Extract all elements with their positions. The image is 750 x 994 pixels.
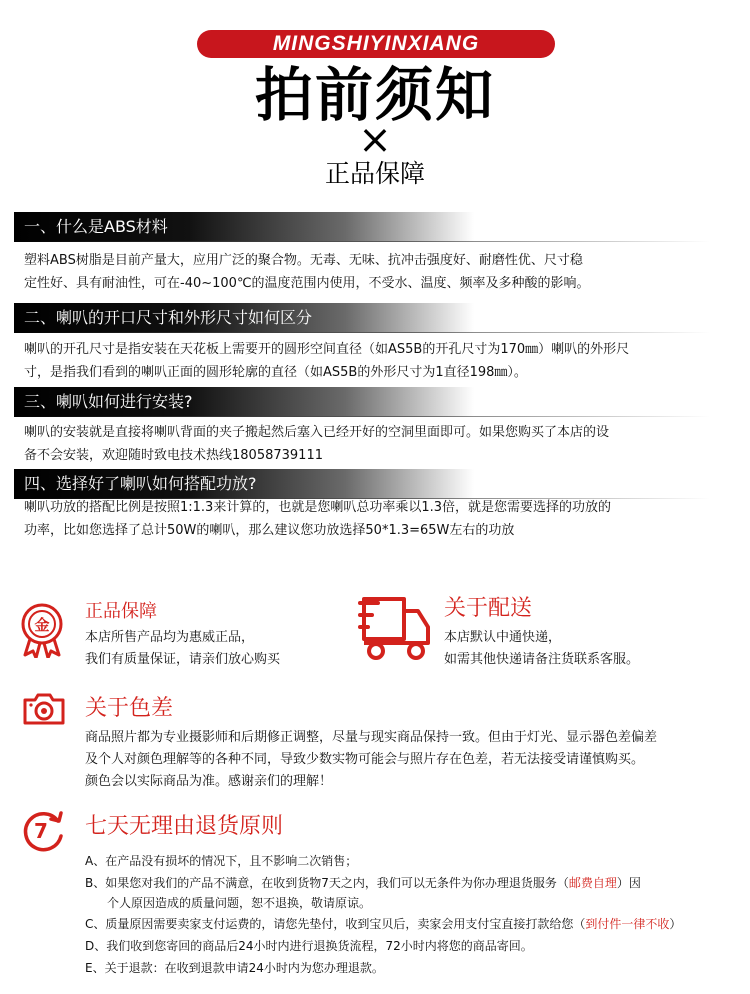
section-3-line-1: 喇叭的安装就是直接将喇叭背面的夹子搬起然后塞入已经开好的空洞里面即可。如果您购买了本店的设 bbox=[24, 425, 610, 440]
section-3-body bbox=[24, 421, 724, 467]
svg-text:金: 金 bbox=[34, 616, 50, 634]
returns-item-e-text: E、关于退款：在收到退款申请24小时内为您办理退款。 bbox=[85, 961, 384, 975]
returns-item-d-text: D、我们收到您寄回的商品后24小时内进行退换货流程，72小时内将您的商品寄回。 bbox=[85, 939, 533, 953]
section-3-line-2: 备不会安装，欢迎随时致电技术热线18058739111 bbox=[24, 448, 323, 463]
returns-item-c-text: C、质量原因需要卖家支付运费的，请您先垫付，收到宝贝后，卖家会用支付宝直接打款给您（ bbox=[85, 917, 586, 931]
return-icon-digit: 7 bbox=[34, 819, 48, 843]
color-line-3: 颜色会以实际商品为准。感谢亲们的理解！ bbox=[85, 774, 333, 789]
section-4-body bbox=[24, 496, 724, 542]
color-title: 关于色差 bbox=[85, 696, 174, 721]
color-line-1: 商品照片都为专业摄影师和后期修正调整，尽量与现实商品保持一致。但由于灯光、显示器色差偏差 bbox=[85, 730, 658, 745]
brand-banner: MINGSHIYINXIANG bbox=[197, 30, 555, 58]
returns-item-a-text: A、在产品没有损坏的情况下，且不影响二次销售； bbox=[85, 854, 358, 868]
section-4-title: 四、选择好了喇叭如何搭配功放? bbox=[14, 469, 474, 499]
page-subtitle: 正品保障 bbox=[324, 159, 425, 188]
genuine-line-1: 本店所售产品均为惠威正品， bbox=[85, 630, 255, 645]
color-line-2: 及个人对颜色理解等的各种不同，导致少数实物可能会与照片存在色差，若无法接受请谨慎购买。 bbox=[85, 752, 645, 767]
section-1-body bbox=[24, 249, 724, 295]
returns-item-a bbox=[85, 851, 357, 871]
genuine-title: 正品保障 bbox=[85, 601, 157, 622]
returns-item-e bbox=[85, 958, 384, 978]
genuine-text bbox=[85, 627, 280, 671]
returns-item-c-tail: ） bbox=[669, 917, 682, 931]
section-2-line-1: 喇叭的开孔尺寸是指安装在天花板上需要开的圆形空间直径（如AS5B的开孔尺寸为170㎜）喇叭的外形尺 bbox=[24, 342, 630, 357]
returns-item-b-highlight: 邮费自理 bbox=[568, 876, 617, 890]
section-4-line-1: 喇叭功放的搭配比例是按照1:1.3来计算的，也就是您喇叭总功率乘以1.3倍，就是您需要选择的功放的 bbox=[24, 500, 612, 515]
returns-item-d bbox=[85, 936, 533, 956]
delivery-title: 关于配送 bbox=[444, 596, 533, 621]
seven-day-return-icon bbox=[20, 808, 66, 854]
delivery-truck-icon bbox=[358, 597, 432, 661]
section-4-line-2: 功率，比如您选择了总计50W的喇叭，那么建议您功放选择50*1.3=65W左右的功放 bbox=[24, 523, 515, 538]
returns-item-b bbox=[85, 873, 641, 913]
section-1-line-1: 塑料ABS树脂是目前产量大，应用广泛的聚合物。无毒、无味、抗冲击强度好、耐磨性优、尺寸稳 bbox=[24, 253, 583, 268]
cross-symbol: × bbox=[358, 117, 392, 163]
camera-icon bbox=[22, 692, 66, 726]
section-3-title: 三、喇叭如何进行安装? bbox=[14, 387, 474, 417]
delivery-line-1: 本店默认中通快递， bbox=[444, 630, 562, 645]
section-2-line-2: 寸，是指我们看到的喇叭正面的圆形轮廓的直径（如AS5B的外形尺寸为1直径198㎜）。 bbox=[24, 365, 527, 380]
returns-item-b-text: B、如果您对我们的产品不满意，在收到货物7天之内，我们可以无条件为你办理退货服务（ bbox=[85, 876, 569, 890]
section-2-body bbox=[24, 338, 724, 384]
genuine-medal-icon bbox=[18, 602, 66, 658]
returns-title: 七天无理由退货原则 bbox=[85, 814, 284, 839]
returns-item-c bbox=[85, 914, 681, 934]
delivery-text bbox=[444, 627, 639, 671]
returns-item-b-tail: ）因 bbox=[616, 876, 641, 890]
returns-item-c-highlight: 到付件一律不收 bbox=[585, 917, 670, 931]
section-2-title: 二、喇叭的开口尺寸和外形尺寸如何区分 bbox=[14, 303, 474, 333]
section-1-line-2: 定性好、具有耐油性，可在-40~100℃的温度范围内使用，不受水、温度、频率及多种酸的影响。 bbox=[24, 276, 590, 291]
delivery-line-2: 如需其他快递请备注货联系客服。 bbox=[444, 652, 640, 667]
returns-item-b-continuation: 个人原因造成的质量问题，恕不退换，敬请原谅。 bbox=[107, 896, 372, 910]
color-text bbox=[85, 727, 657, 793]
section-1-title: 一、什么是ABS材料 bbox=[14, 212, 474, 242]
page-title: 拍前须知 bbox=[254, 61, 495, 129]
genuine-line-2: 我们有质量保证，请亲们放心购买 bbox=[85, 652, 281, 667]
